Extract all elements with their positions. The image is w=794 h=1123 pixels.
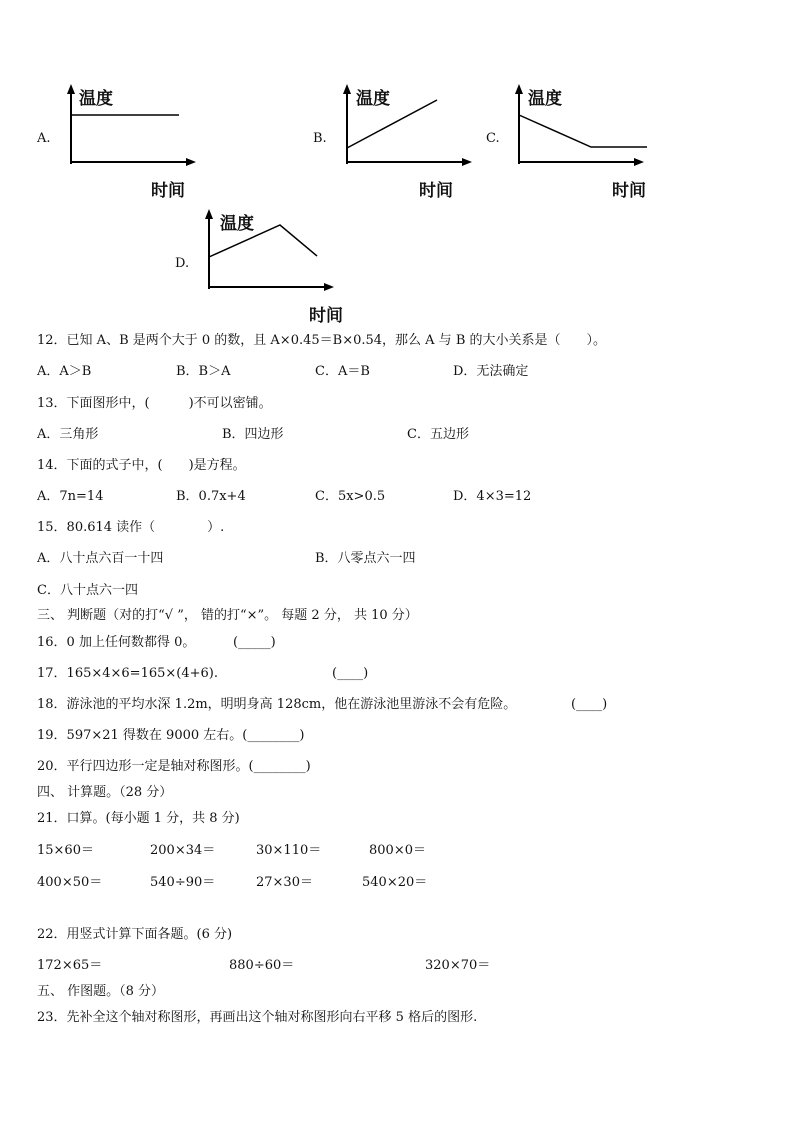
q21-item-7: 27×30＝ <box>256 875 313 890</box>
q21-item-6: 540÷90＝ <box>150 875 216 890</box>
q13-option-c: C．五边形 <box>407 427 469 442</box>
q22-item-3: 320×70＝ <box>425 958 491 973</box>
graph-d-y-label: 温度 <box>220 214 254 234</box>
q21-item-5: 400×50＝ <box>37 875 103 890</box>
q21-stem: 21．口算。(每小题 1 分，共 8 分) <box>37 811 240 826</box>
section-3-title: 三、 判断题（对的打“√ ”， 错的打“×”。 每题 2 分， 共 10 分） <box>37 608 418 623</box>
section-5-title: 五、 作图题。（8 分） <box>37 984 165 999</box>
q21-item-4: 800×0＝ <box>369 843 426 858</box>
q17-answer-blank: (____) <box>332 666 369 681</box>
q21-item-1: 15×60＝ <box>37 843 94 858</box>
option-c-letter: C. <box>486 131 500 146</box>
q15-option-b: B．八零点六一四 <box>315 551 416 566</box>
x-axis-arrow <box>324 283 334 291</box>
q22-stem: 22．用竖式计算下面各题。(6 分) <box>37 927 233 942</box>
graph-a-y-label: 温度 <box>79 89 113 109</box>
q20-stem: 20．平行四边形一定是轴对称图形。(________) <box>37 759 311 774</box>
q15-stem: 15．80.614 读作（ ）. <box>37 520 225 535</box>
q12-option-b: B．B＞A <box>176 364 231 379</box>
q14-stem: 14．下面的式子中，( )是方程。 <box>37 458 246 473</box>
graph-b-x-label: 时间 <box>419 181 453 201</box>
section-4-title: 四、 计算题。（28 分） <box>37 785 173 800</box>
q12-option-d: D．无法确定 <box>453 364 529 379</box>
q12-stem: 12．已知 A、B 是两个大于 0 的数，且 A×0.45＝B×0.54，那么 A 与 B 的大小关系是（ ）。 <box>37 333 607 348</box>
q19-stem: 19．597×21 得数在 9000 左右。(________) <box>37 728 305 743</box>
graph-c-y-label: 温度 <box>528 89 562 109</box>
graph-c-x-label: 时间 <box>612 181 646 201</box>
temperature-line <box>519 115 647 147</box>
q13-stem: 13．下面图形中，( )不可以密铺。 <box>37 396 272 411</box>
q18-answer-blank: (____) <box>571 697 608 712</box>
x-axis-arrow <box>462 158 472 166</box>
q16-answer-blank: (_____) <box>233 635 276 650</box>
y-axis-arrow <box>205 209 213 219</box>
option-b-letter: B. <box>313 131 327 146</box>
option-a-letter: A. <box>37 131 51 146</box>
q17-stem: 17．165×4×6=165×(4+6). <box>37 666 218 681</box>
q14-option-a: A．7n=14 <box>37 489 104 504</box>
q14-option-c: C．5x>0.5 <box>315 489 386 504</box>
q22-item-2: 880÷60＝ <box>229 958 295 973</box>
y-axis-arrow <box>343 84 351 94</box>
q21-item-2: 200×34＝ <box>150 843 216 858</box>
q21-item-3: 30×110＝ <box>256 843 322 858</box>
q13-option-b: B．四边形 <box>222 427 284 442</box>
q22-item-1: 172×65＝ <box>37 958 103 973</box>
q14-option-d: D．4×3=12 <box>453 489 532 504</box>
q14-option-b: B．0.7x+4 <box>176 489 246 504</box>
y-axis-arrow <box>67 84 75 94</box>
graph-b-y-label: 温度 <box>356 89 390 109</box>
y-axis-arrow <box>515 84 523 94</box>
x-axis-arrow <box>186 158 196 166</box>
q21-item-8: 540×20＝ <box>362 875 428 890</box>
option-d-letter: D. <box>175 256 190 271</box>
q12-option-c: C．A＝B <box>315 364 370 379</box>
q13-option-a: A．三角形 <box>37 427 99 442</box>
x-axis-arrow <box>634 158 644 166</box>
q15-option-a: A．八十点六百一十四 <box>37 551 164 566</box>
graph-a-x-label: 时间 <box>151 181 185 201</box>
q12-option-a: A．A＞B <box>37 364 92 379</box>
q16-stem: 16．0 加上任何数都得 0。 <box>37 635 196 650</box>
q23-stem: 23．先补全这个轴对称图形，再画出这个轴对称图形向右平移 5 格后的图形. <box>37 1010 478 1025</box>
q18-stem: 18．游泳池的平均水深 1.2m，明明身高 128cm，他在游泳池里游泳不会有危险。 <box>37 697 517 712</box>
q15-option-c: C．八十点六一四 <box>37 583 138 598</box>
graph-d-x-label: 时间 <box>309 306 343 326</box>
